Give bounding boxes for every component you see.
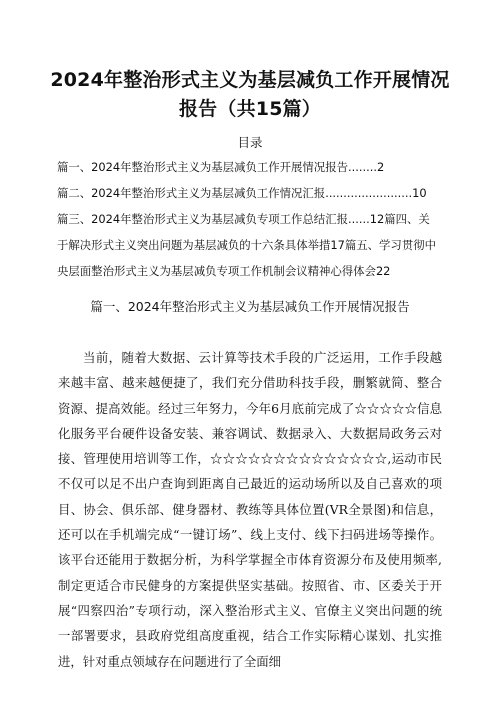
section-title: 篇一、2024年整治形式主义为基层减负工作开展情况报告 (90, 299, 410, 314)
title-line-1: 2024年整治形式主义为基层减负工作开展情况 (50, 69, 450, 91)
toc-heading: 目录 (237, 135, 263, 150)
toc-entry-3[interactable]: 篇三、2024年整治形式主义为基层减负专项工作总结汇报......12篇四、关于解决形式主义突出问题为基层减负的十六条具体举措17篇五、学习贯彻中央层面整治形式主义为基层减负专项工作机制会议精神心得体会22 (57, 212, 436, 278)
table-of-contents (57, 154, 437, 284)
body-paragraph: 当前，随着大数据、云计算等技术手段的广泛运用，工作手段越来越丰富、越来越便捷了，我们充分借助科技手段，删繁就简、整合资源、提高效能。经过三年努力，今年6月底前完成了☆☆☆☆☆信息化服务平台硬件设备安装、兼容调试、数据录入、大数据局政务云对接、管理使用培训等工作，☆☆☆☆☆☆☆☆☆☆☆☆☆☆,运动市民不仅可以足不出户查询到距离自己最近的运动场所以及自己喜欢的项目、协会、俱乐部、健身器材、教练等具体位置(VR全景图)和信息，还可以在手机端完成“一键订场”、线上支付、线下扫码进场等操作。该平台还能用于数据分析，为科学掌握全市体育资源分布及使用频率,制定更适合市民健身的方案提供坚实基础。按照省、市、区委关于开展“四察四治”专项行动，深入整治形式主义、官僚主义突出问题的统一部署要求，县政府党组高度重视，结合工作实际精心谋划、扎实推进，针对重点领域存在问题进行了全面细 (58, 350, 442, 669)
toc-entry-1[interactable]: 篇一、2024年整治形式主义为基层减负工作开展情况报告........2 (57, 160, 385, 174)
title-line-2: 报告（共15篇） (178, 98, 322, 120)
document-title (40, 66, 460, 124)
toc-entry-2[interactable]: 篇二、2024年整治形式主义为基层减负工作情况汇报........................10 (57, 186, 427, 200)
